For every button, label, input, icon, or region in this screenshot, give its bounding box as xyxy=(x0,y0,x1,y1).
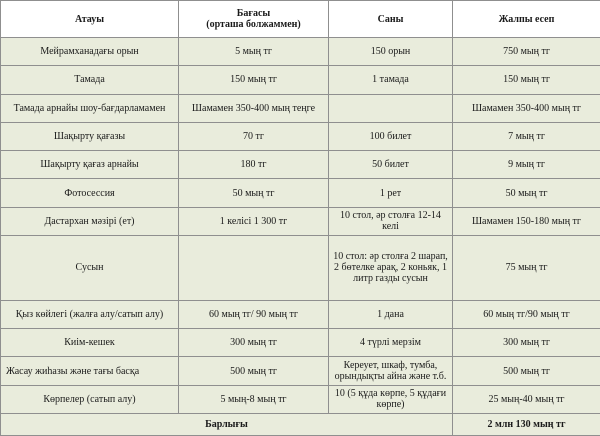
cell-name: Сусын xyxy=(1,236,179,301)
cell-price: 50 мың тг xyxy=(179,179,329,207)
cell-total: Шамамен 350-400 мың тг xyxy=(453,94,600,122)
cell-quantity: 1 тамада xyxy=(329,66,453,94)
cell-name: Тамада xyxy=(1,66,179,94)
cell-quantity: 10 стол: әр столға 2 шарап, 2 бөтелке арақ, 2 коньяк, 1 литр газды сусын xyxy=(329,236,453,301)
cell-total: 500 мың тг xyxy=(453,357,600,385)
header-total: Жалпы есеп xyxy=(453,1,600,38)
cell-total: 300 мың тг xyxy=(453,329,600,357)
table-row xyxy=(1,179,600,207)
cell-quantity: Кереует, шкаф, тумба, орындықты айна және т.б. xyxy=(329,357,453,385)
cell-price xyxy=(179,236,329,301)
cell-price: 1 келісі 1 300 тг xyxy=(179,207,329,235)
header-price: Бағасы (орташа болжаммен) xyxy=(179,1,329,38)
cell-name: Шақырту қағазы xyxy=(1,122,179,150)
cell-price: 300 мың тг xyxy=(179,329,329,357)
table-row xyxy=(1,357,600,385)
table-row xyxy=(1,300,600,328)
cell-name: Шақырту қағаз арнайы xyxy=(1,151,179,179)
cell-name: Киім-кешек xyxy=(1,329,179,357)
header-quantity: Саны xyxy=(329,1,453,38)
cell-price: 500 мың тг xyxy=(179,357,329,385)
cell-name: Қыз көйлегі (жалға алу/сатып алу) xyxy=(1,300,179,328)
cell-quantity: 1 рет xyxy=(329,179,453,207)
cell-total: Шамамен 150-180 мың тг xyxy=(453,207,600,235)
cell-total: 750 мың тг xyxy=(453,38,600,66)
cell-quantity: 4 түрлі мерзім xyxy=(329,329,453,357)
cell-name: Көрпелер (сатып алу) xyxy=(1,385,179,413)
cell-total: 60 мың тг/90 мың тг xyxy=(453,300,600,328)
cell-name: Фотосессия xyxy=(1,179,179,207)
table-row xyxy=(1,122,600,150)
cell-price: 180 тг xyxy=(179,151,329,179)
cell-quantity: 100 билет xyxy=(329,122,453,150)
cell-price: 5 мың-8 мың тг xyxy=(179,385,329,413)
cell-quantity: 10 стол, әр столға 12-14 келі xyxy=(329,207,453,235)
cell-quantity: 150 орын xyxy=(329,38,453,66)
table-row xyxy=(1,385,600,413)
cell-price: 150 мың тг xyxy=(179,66,329,94)
total-row xyxy=(1,414,600,436)
cell-price: 5 мың тг xyxy=(179,38,329,66)
cell-price: 70 тг xyxy=(179,122,329,150)
table-row xyxy=(1,94,600,122)
cell-name: Мейрамханадағы орын xyxy=(1,38,179,66)
cell-quantity xyxy=(329,94,453,122)
table-row xyxy=(1,329,600,357)
cell-name: Тамада арнайы шоу-бағдарламамен xyxy=(1,94,179,122)
header-name: Атауы xyxy=(1,1,179,38)
total-value: 2 млн 130 мың тг xyxy=(453,414,600,436)
table-row xyxy=(1,66,600,94)
cell-total: 9 мың тг xyxy=(453,151,600,179)
cell-total: 75 мың тг xyxy=(453,236,600,301)
table-row xyxy=(1,38,600,66)
cell-total: 25 мың-40 мың тг xyxy=(453,385,600,413)
table-row xyxy=(1,151,600,179)
cell-quantity: 10 (5 құда көрпе, 5 құдағи көрпе) xyxy=(329,385,453,413)
cell-total: 7 мың тг xyxy=(453,122,600,150)
cell-price: 60 мың тг/ 90 мың тг xyxy=(179,300,329,328)
cell-price: Шамамен 350-400 мың теңге xyxy=(179,94,329,122)
cell-quantity: 50 билет xyxy=(329,151,453,179)
cell-name: Дастархан мәзірі (ет) xyxy=(1,207,179,235)
cell-total: 150 мың тг xyxy=(453,66,600,94)
table-row xyxy=(1,207,600,235)
cell-quantity: 1 дана xyxy=(329,300,453,328)
total-label: Барлығы xyxy=(1,414,453,436)
table-row xyxy=(1,236,600,301)
cell-total: 50 мың тг xyxy=(453,179,600,207)
header-row xyxy=(1,1,600,38)
cell-name: Жасау жиһазы және тағы басқа xyxy=(1,357,179,385)
